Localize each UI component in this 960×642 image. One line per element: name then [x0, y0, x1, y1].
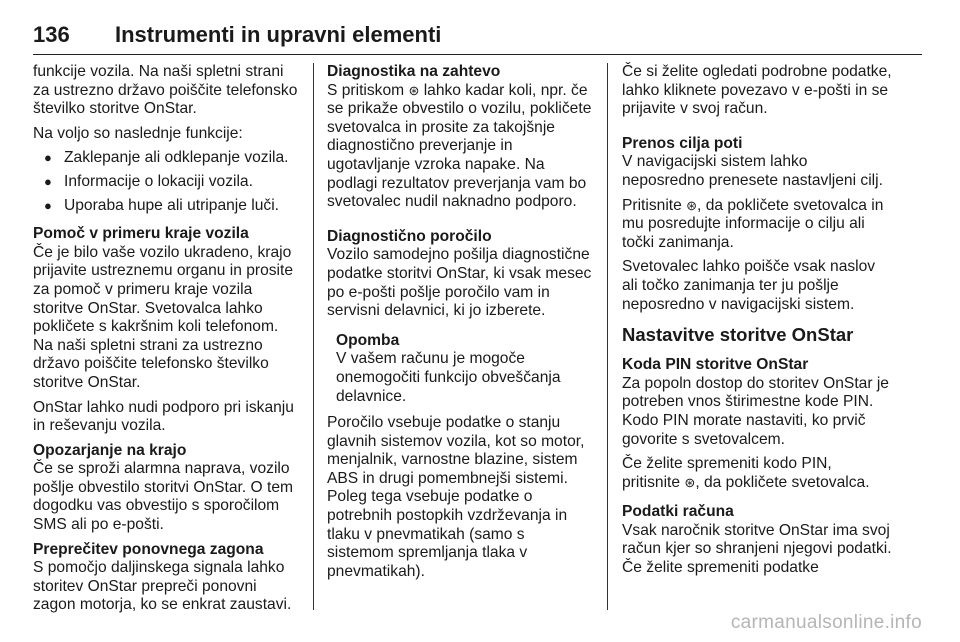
paragraph: Poročilo vsebuje podatke o stanju glavnih sistemov vozila, kot so motor, menjalnik, varnostne blazine, sistem ABS in drugi pomembnejši sistemi. Poleg tega vsebuje podatke o potrebnih postopkih vzdrževanja in tlaku v pnevmatikah (samo s sistemom spremljanja tlaka v pnevmatikah). — [327, 414, 585, 580]
list-item: ● Zaklepanje ali odklepanje vozila. — [44, 149, 289, 167]
paragraph: Na voljo so naslednje funkcije: — [33, 124, 243, 142]
paragraph: Če je bilo vaše vozilo ukradeno, krajo prijavite ustreznemu organu in prosite za pomoč v primeru kraje vozila storitve OnStar. Svetovalca lahko pokličete s kakršnim koli telefonom. Na naši spletni strani za ustrezno državo poiščite telefonsko številko storitve OnStar. — [33, 243, 294, 391]
section-heading: Podatki računa — [622, 503, 734, 521]
note-box — [327, 332, 595, 406]
watermark-link[interactable]: carmanualsonline.info — [730, 612, 922, 633]
onstar-button-icon: ⊛ — [408, 82, 420, 98]
section-heading: Diagnostično poročilo — [327, 227, 492, 245]
onstar-button-icon: ⊛ — [686, 197, 698, 213]
paragraph: Vozilo samodejno pošilja diagnostične podatke storitvi OnStar, ki vsak mesec po e-pošti pošlje poročilo vam in servisni delavnici, ki jo izberete. — [327, 246, 592, 320]
paragraph: Vsak naročnik storitve OnStar ima svoj račun kjer so shranjeni njegovi podatki. Če želite spremeniti podatke — [622, 521, 892, 577]
onstar-button-icon: ⊛ — [684, 474, 696, 490]
note-heading: Opomba — [336, 331, 400, 349]
bullet-icon: ● — [44, 197, 52, 213]
chapter-heading: Nastavitve storitve OnStar — [622, 324, 854, 346]
column-1 — [33, 63, 299, 621]
section-heading: Pomoč v primeru kraje vozila — [33, 225, 249, 243]
bullet-icon: ● — [44, 173, 52, 189]
column-divider-2 — [607, 63, 608, 610]
section-heading: Opozarjanje na krajo — [33, 441, 187, 459]
page-header — [33, 20, 922, 55]
paragraph: S pomočjo daljinskega signala lahko storitev OnStar prepreči ponovni zagon motorja, ko se enkrat zaustavi. — [33, 559, 292, 614]
column-2 — [327, 63, 595, 587]
paragraph: Za popoln dostop do storitev OnStar je potreben vnos štirimestne kode PIN. Kodo PIN morate nastaviti, ko prvič govorite s svetovalcem. — [622, 374, 889, 448]
paragraph: OnStar lahko nudi podporo pri iskanju in reševanju vozila. — [33, 398, 294, 435]
list-item: ● Informacije o lokaciji vozila. — [44, 172, 253, 190]
list-item: ● Uporaba hupe ali utripanje luči. — [44, 196, 279, 214]
function-list — [33, 149, 299, 215]
column-divider-1 — [313, 63, 314, 610]
section-heading: Koda PIN storitve OnStar — [622, 356, 809, 374]
paragraph: Če se sproži alarmna naprava, vozilo pošlje obvestilo storitvi OnStar. O tem dogodku vas obvestijo s sporočilom SMS ali po e-pošti. — [33, 460, 293, 534]
note-text: V vašem računu je mogoče onemogočiti funkcijo obveščanja delavnice. — [336, 350, 561, 405]
section-heading: Diagnostika na zahtevo — [327, 63, 501, 80]
section-heading: Prenos cilja poti — [622, 134, 743, 152]
paragraph: Svetovalec lahko poišče vsak naslov ali točko zanimanja ter ju pošlje neposredno v navigacijski sistem. — [622, 258, 876, 313]
column-3 — [622, 63, 892, 584]
paragraph: S pritiskom ⊛ lahko kadar koli, npr. če se prikaže obvestilo o vozilu, pokličete svetovalca in prosite za takojšnje diagnostično preverjanje in ugotavljanje vzroka napake. Na podlagi rezultatov preverjanja vam bo svetovalec nudil naknadno podporo. — [327, 81, 592, 211]
paragraph: funkcije vozila. Na naši spletni strani za ustrezno državo poiščite telefonsko številko storitve OnStar. — [33, 63, 298, 118]
bullet-icon: ● — [44, 150, 52, 166]
paragraph: Pritisnite ⊛, da pokličete svetovalca in mu posredujte informacije o cilju ali točki zanimanja. — [622, 196, 884, 251]
paragraph: Če si želite ogledati podrobne podatke, lahko kliknete povezavo v e-pošti in se prijavite v svoj račun. — [622, 63, 892, 118]
paragraph: V navigacijski sistem lahko neposredno prenesete nastavljeni cilj. — [622, 153, 883, 189]
page-number: 136 — [33, 22, 70, 47]
page-title: Instrumenti in upravni elementi — [115, 22, 442, 47]
paragraph: Če želite spremeniti kodo PIN, pritisnite ⊛, da pokličete svetovalca. — [622, 455, 870, 491]
section-heading: Preprečitev ponovnega zagona — [33, 540, 264, 558]
